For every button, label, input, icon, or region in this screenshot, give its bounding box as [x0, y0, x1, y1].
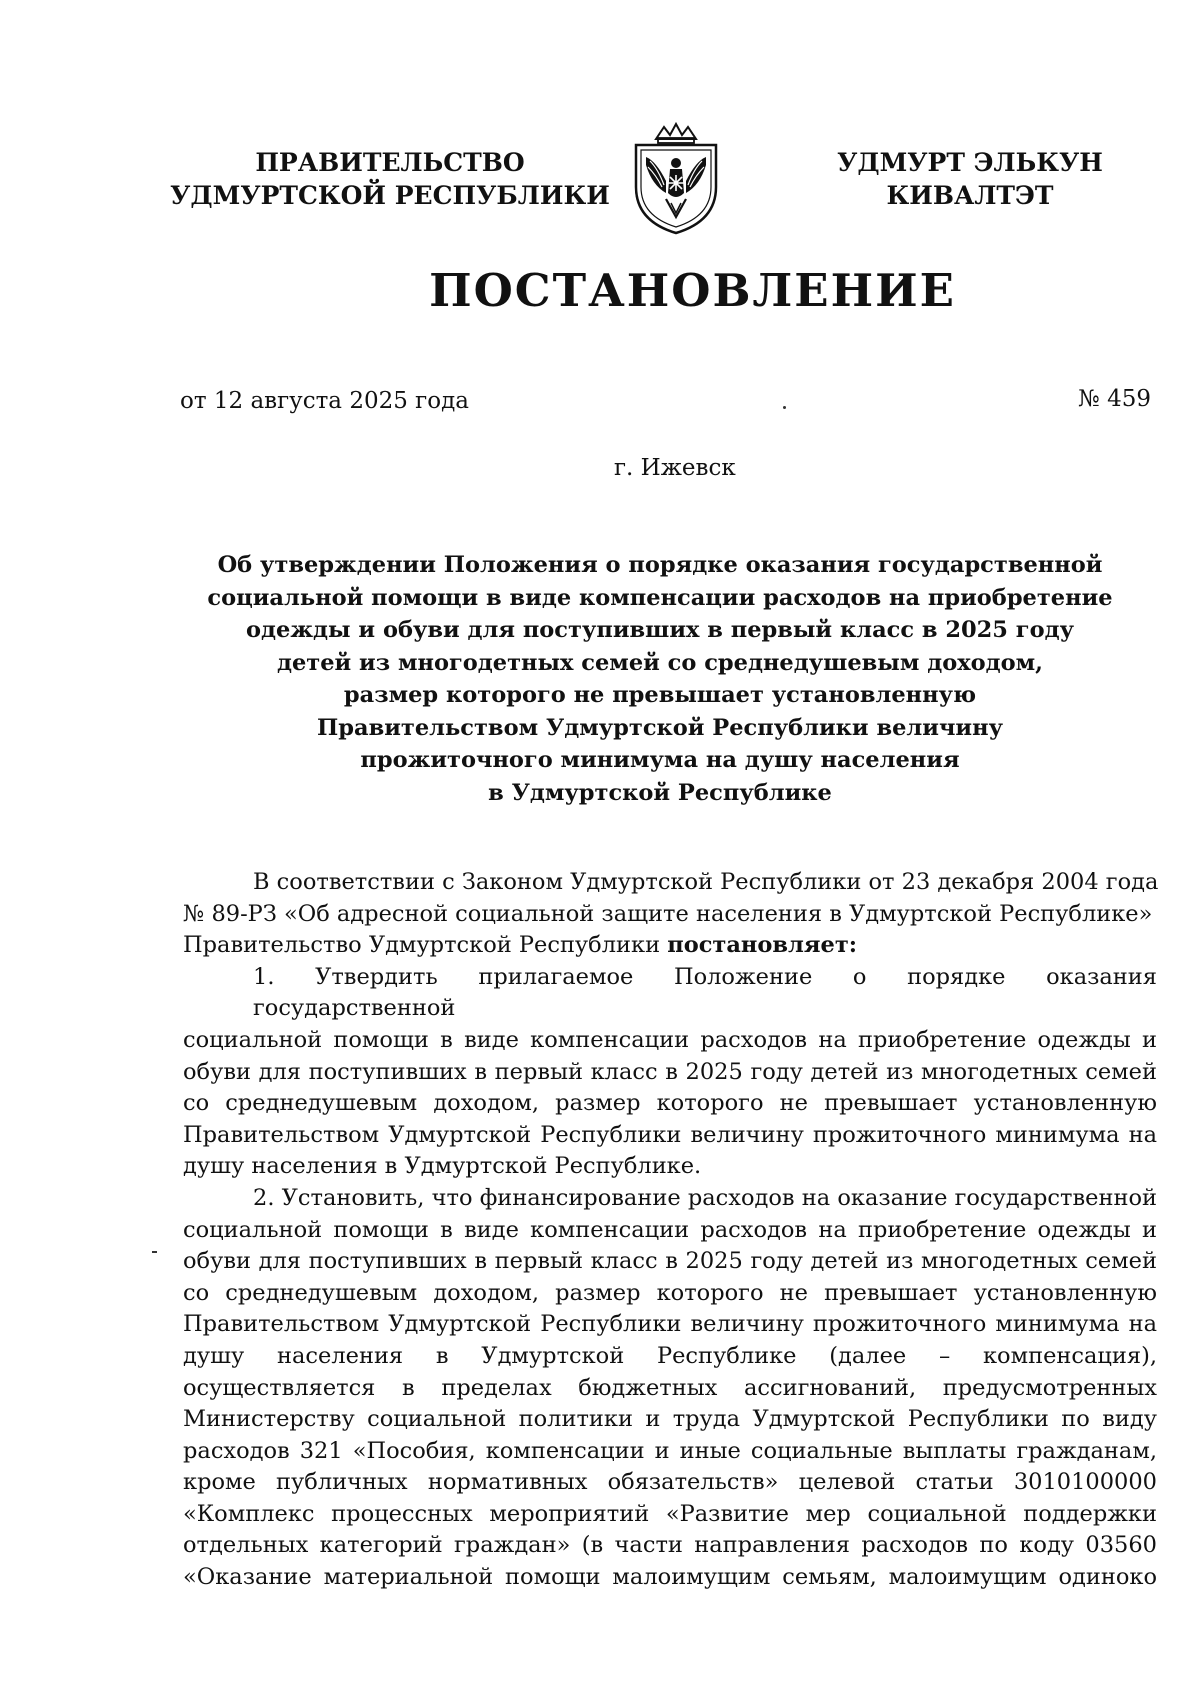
title-line: Об утверждении Положения о порядке оказания государственной [217, 552, 1103, 578]
body-line: душу населения в Удмуртской Республике. [183, 1153, 702, 1180]
paragraph-2 [183, 1183, 1157, 1594]
scan-speck [783, 406, 786, 409]
issuer-line: КИВАЛТЭТ [886, 181, 1054, 210]
body-line: 1. Утвердить прилагаемое Положение о порядке оказания государственной [253, 963, 1157, 1022]
issuer-name-udmurt [800, 146, 1140, 212]
document-city: г. Ижевск [614, 455, 736, 481]
resolves-keyword: постановляет: [667, 932, 858, 959]
issuer-line: ПРАВИТЕЛЬСТВО [255, 148, 525, 177]
body-line: Правительством Удмуртской Республики величину прожиточного минимума на [183, 1121, 1157, 1148]
document-date: от 12 августа 2025 года [180, 388, 469, 414]
document-type-heading: ПОСТАНОВЛЕНИЕ [429, 264, 956, 317]
issuer-name-russian [160, 146, 620, 212]
body-line [183, 930, 1157, 962]
body-line: осуществляется в пределах бюджетных ассигнований, предусмотренных [183, 1374, 1157, 1401]
title-line: детей из многодетных семей со среднедушевым доходом, [276, 649, 1044, 676]
body-line: отдельных категорий граждан» (в части направления расходов по коду 03560 [183, 1532, 1157, 1559]
body-line: обуви для поступивших в первый класс в 2025 году детей из многодетных семей [183, 1248, 1157, 1275]
issuer-line: УДМУРТСКОЙ РЕСПУБЛИКИ [170, 181, 610, 210]
document-title [190, 549, 1130, 809]
udmurt-coat-of-arms-icon [626, 121, 726, 237]
paragraph-1 [183, 962, 1157, 1183]
body-line: со среднедушевым доходом, размер которого не превышает установленную [183, 1090, 1157, 1117]
body-line: социальной помощи в виде компенсации расходов на приобретение одежды и [183, 1026, 1157, 1053]
body-line: социальной помощи в виде компенсации расходов на приобретение одежды и [183, 1216, 1157, 1243]
body-line: Правительством Удмуртской Республики величину прожиточного минимума на [183, 1311, 1157, 1338]
document-number: № 459 [1078, 386, 1151, 412]
title-line: Правительством Удмуртской Республики величину [317, 714, 1003, 741]
body-line: со среднедушевым доходом, размер которого не превышает установленную [183, 1279, 1157, 1306]
body-line: кроме публичных нормативных обязательств» целевой статьи 3010100000 [183, 1469, 1157, 1496]
body-line: В соответствии с Законом Удмуртской Республики от 23 декабря 2004 года [253, 869, 1159, 895]
title-line: одежды и обуви для поступивших в первый класс в 2025 году [246, 617, 1074, 643]
body-line: расходов 321 «Пособия, компенсации и иные социальные выплаты гражданам, [183, 1437, 1157, 1464]
title-line: в Удмуртской Республике [488, 779, 832, 806]
body-line: душу населения в Удмуртской Республике (далее – компенсация), [183, 1342, 1157, 1369]
preamble-text: Правительство Удмуртской Республики [183, 932, 668, 959]
title-line: прожиточного минимума на душу населения [360, 747, 960, 773]
body-line: «Комплекс процессных мероприятий «Развитие мер социальной поддержки [183, 1500, 1157, 1527]
document-body [183, 867, 1157, 1594]
issuer-line: УДМУРТ ЭЛЬКУН [837, 148, 1103, 177]
title-line: размер которого не превышает установленную [343, 682, 977, 708]
body-line: обуви для поступивших в первый класс в 2025 году детей из многодетных семей [183, 1058, 1157, 1085]
scan-margin-mark [152, 1251, 157, 1253]
body-line: «Оказание материальной помощи малоимущим семьям, малоимущим одиноко [183, 1564, 1157, 1591]
title-line: социальной помощи в виде компенсации расходов на приобретение [207, 584, 1113, 611]
body-line: № 89-РЗ «Об адресной социальной защите населения в Удмуртской Республике» [183, 900, 1153, 927]
body-line: Министерству социальной политики и труда Удмуртской Республики по виду [183, 1406, 1157, 1433]
body-line: 2. Установить, что финансирование расходов на оказание государственной [253, 1184, 1157, 1211]
preamble-paragraph [183, 867, 1157, 962]
